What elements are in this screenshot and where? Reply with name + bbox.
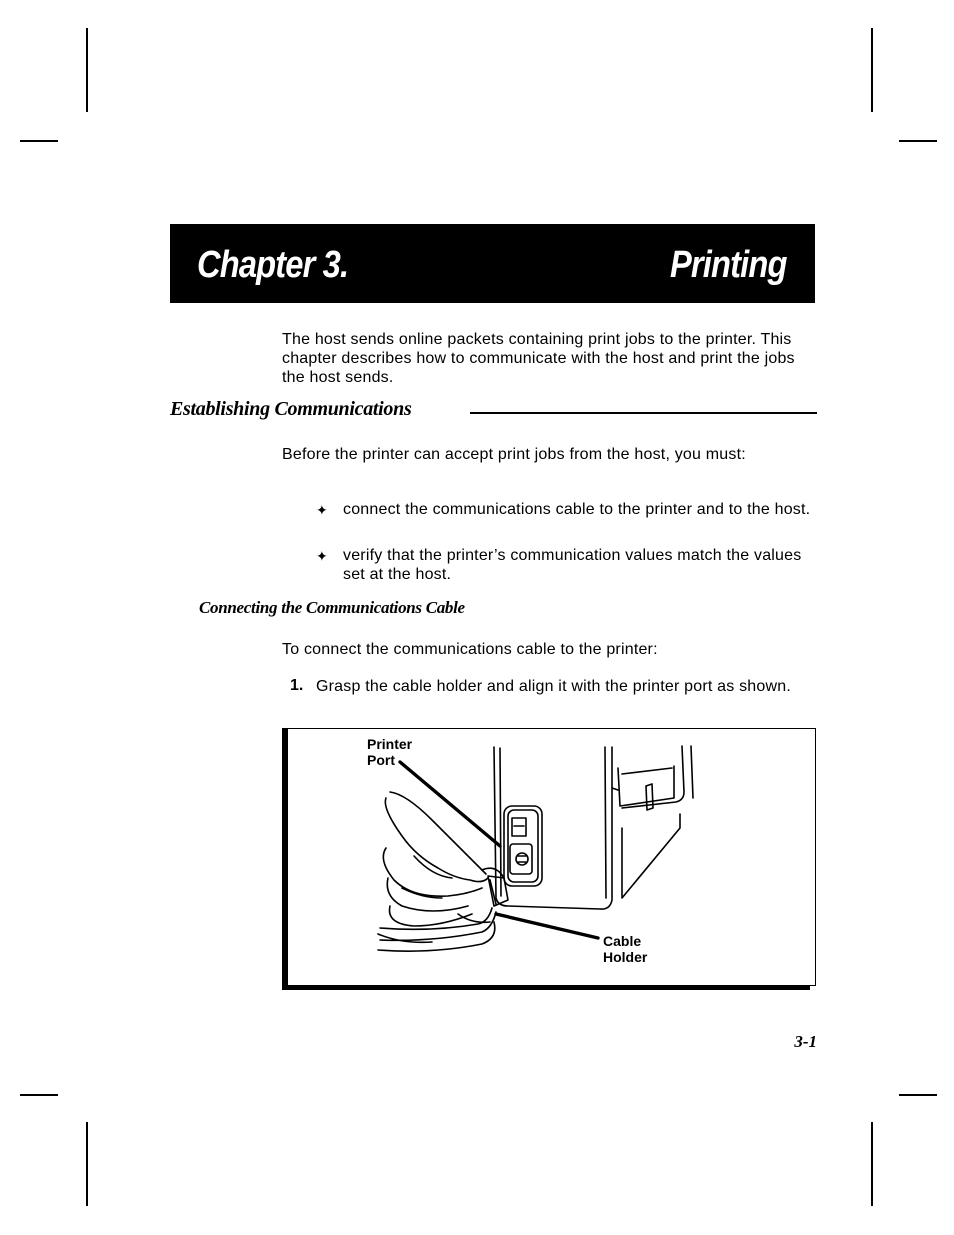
chapter-banner — [170, 224, 815, 303]
page-number: 3-1 — [794, 1032, 817, 1051]
bullet-icon: ✦ — [316, 548, 328, 564]
bullet-item: connect the communications cable to the printer and to the host. — [343, 501, 811, 518]
crop-mark-top-left-vertical — [86, 28, 88, 112]
printer-cable-illustration — [282, 728, 816, 990]
section-heading-text: Establishing Communications — [170, 398, 412, 420]
crop-mark-top-left-horizontal — [20, 140, 58, 142]
cable-holder-label: Cable Holder — [603, 933, 648, 965]
crop-mark-bottom-left-vertical — [86, 1122, 88, 1206]
cable-connection-figure — [282, 728, 816, 990]
section-lead: Before the printer can accept print jobs from the host, you must: — [282, 446, 746, 463]
step-number: 1. — [290, 677, 304, 694]
printer-port-label: Printer Port — [367, 736, 413, 768]
subsection-heading: Connecting the Communications Cable — [199, 598, 465, 617]
chapter-label: Chapter 3. — [197, 244, 349, 286]
chapter-title: Printing — [670, 244, 787, 286]
crop-mark-top-right-vertical — [871, 28, 873, 112]
crop-mark-bottom-left-horizontal — [20, 1094, 58, 1096]
intro-paragraph: The host sends online packets containing print jobs to the printer. This chapter describes how to communicate with the host and print the jobs the host sends. — [282, 331, 795, 386]
subsection-lead: To connect the communications cable to the printer: — [282, 641, 658, 658]
crop-mark-bottom-right-horizontal — [899, 1094, 937, 1096]
crop-mark-top-right-horizontal — [899, 140, 937, 142]
bullet-item: verify that the printer’s communication values match the values set at the host. — [343, 547, 802, 583]
section-heading — [170, 398, 817, 424]
crop-mark-bottom-right-vertical — [871, 1122, 873, 1206]
bullet-icon: ✦ — [316, 502, 328, 518]
step-text: Grasp the cable holder and align it with the printer port as shown. — [316, 678, 791, 695]
section-heading-rule — [470, 412, 817, 414]
